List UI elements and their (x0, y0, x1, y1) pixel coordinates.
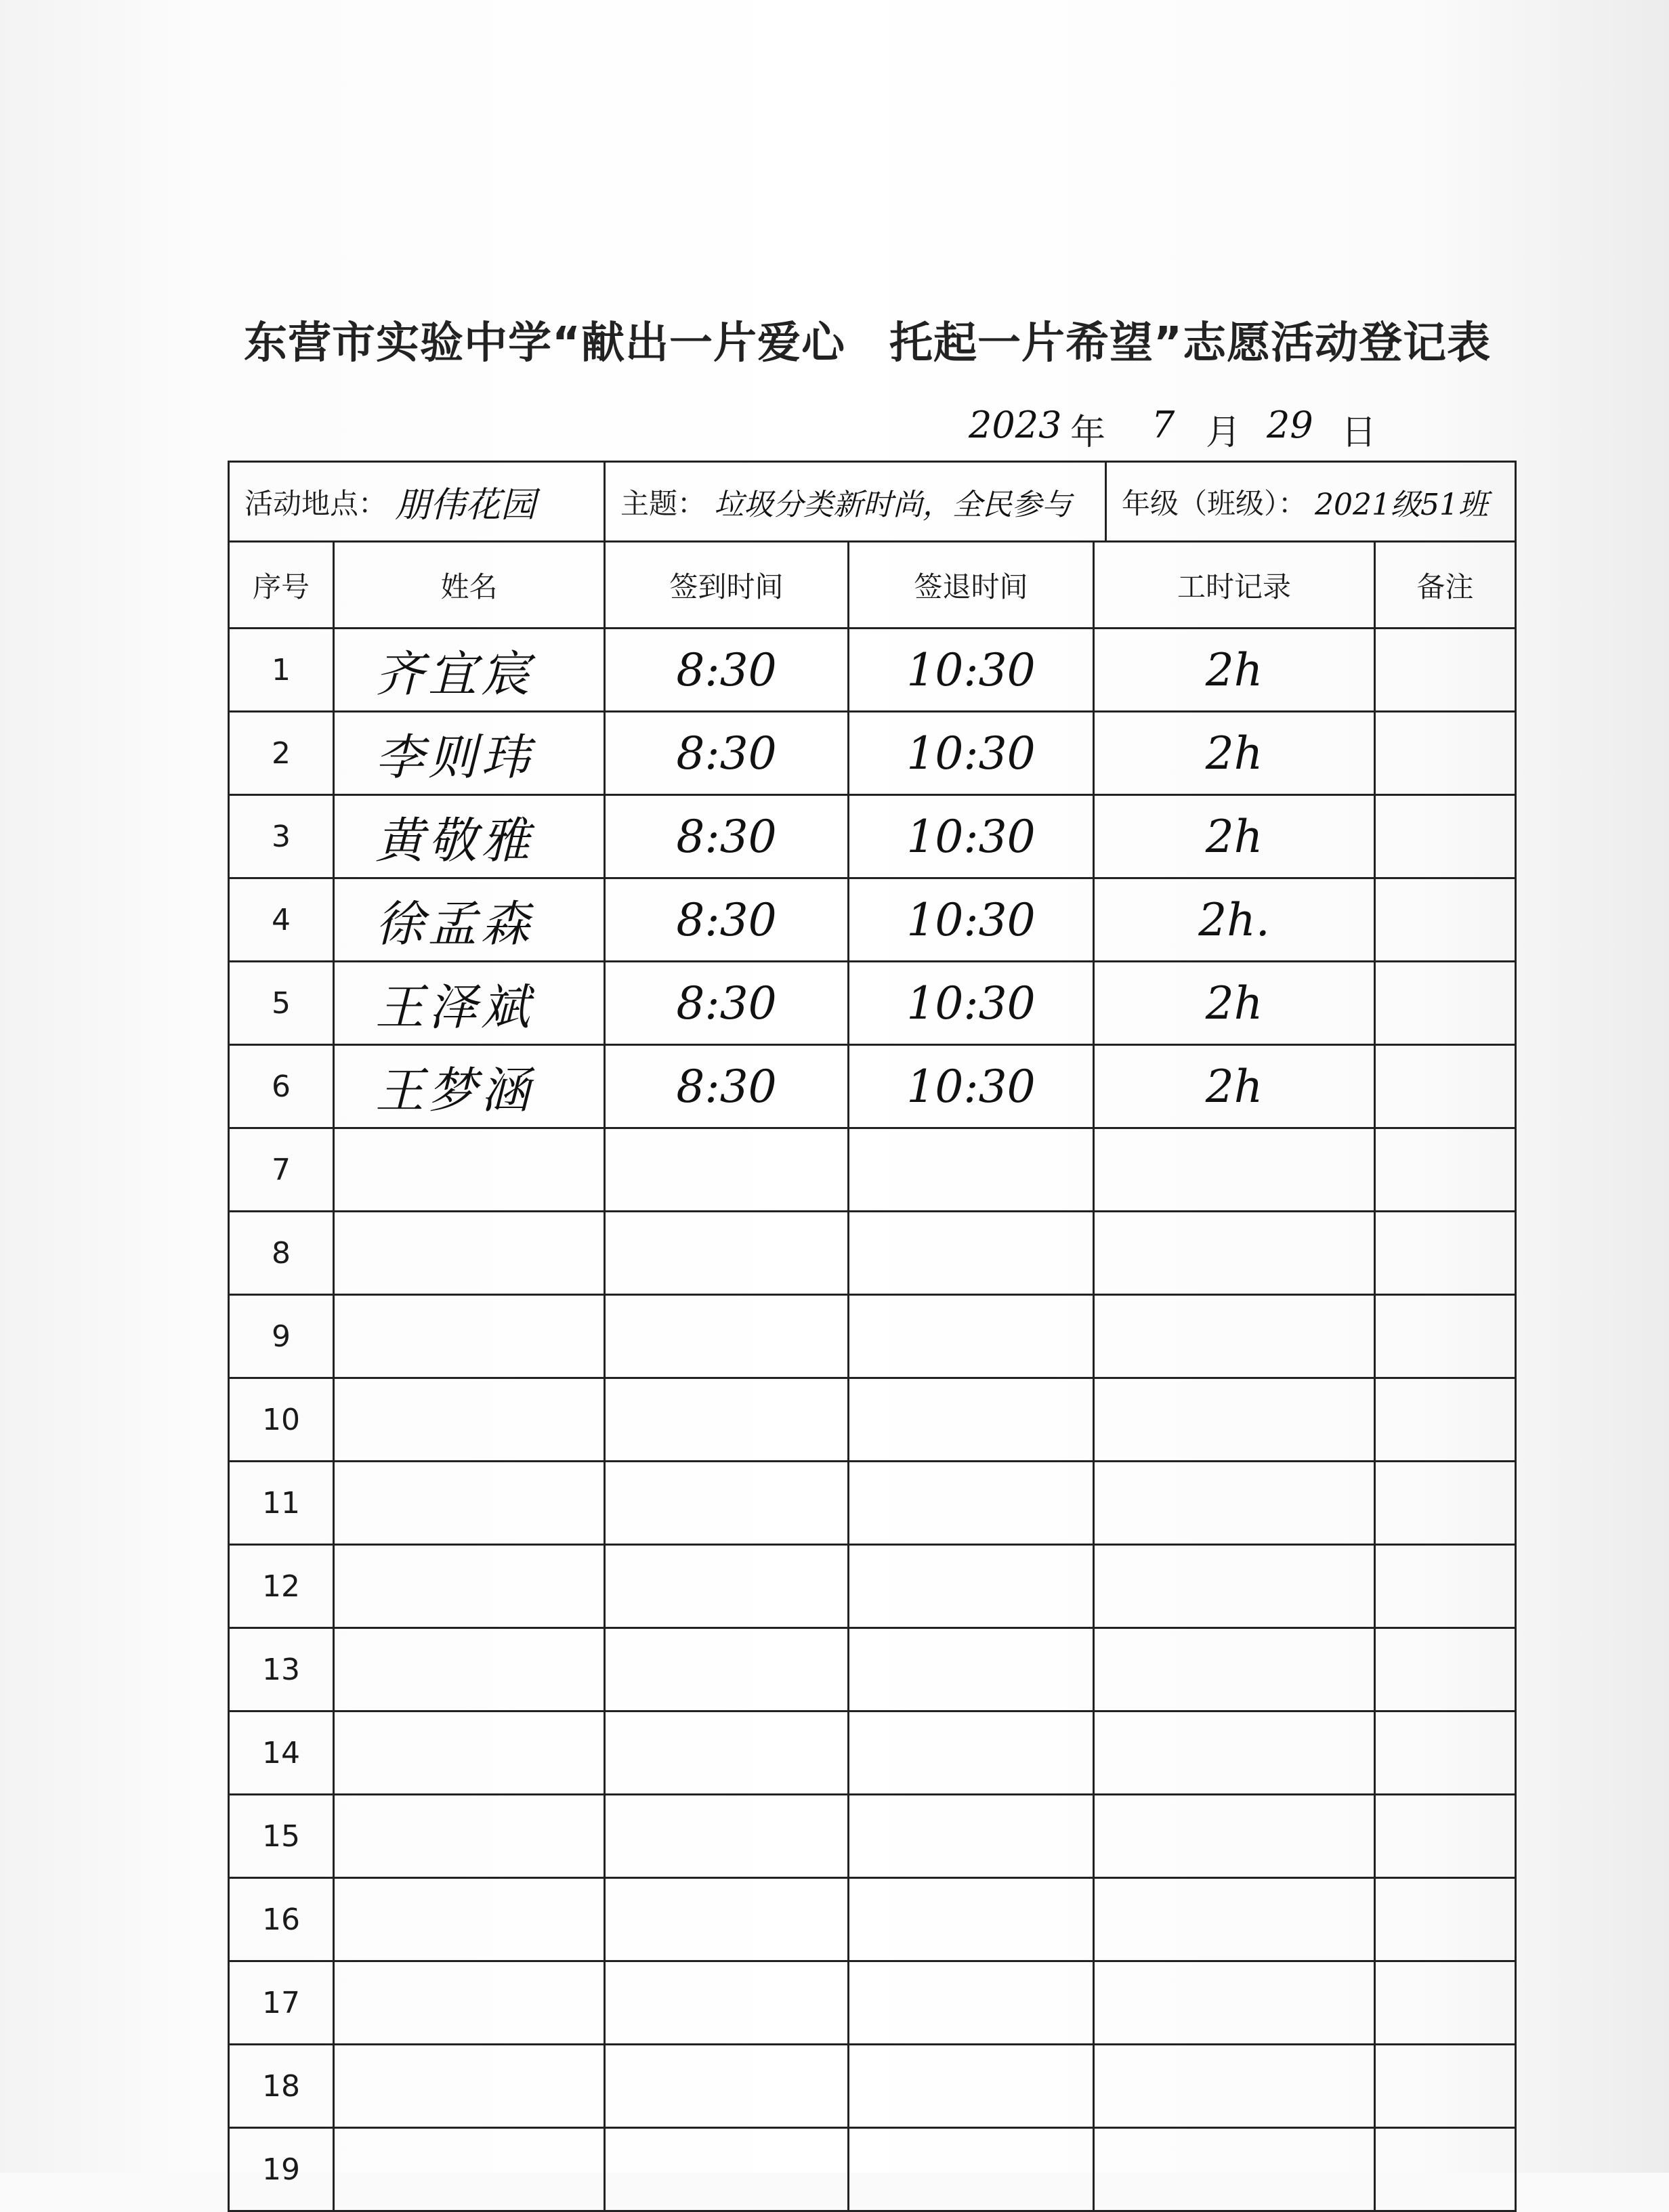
row-hours (1095, 2129, 1376, 2210)
row-name: 黄敬雅 (335, 796, 606, 877)
row-name: 王泽斌 (335, 962, 606, 1044)
row-sign-out (849, 1296, 1095, 1377)
row-hours (1095, 1962, 1376, 2043)
row-number: 2 (230, 712, 335, 794)
row-sign-in: 8:30 (606, 629, 849, 710)
row-number: 1 (230, 629, 335, 710)
table-row (230, 1129, 1517, 1212)
row-sign-out (849, 1129, 1095, 1210)
table-row (230, 2129, 1517, 2212)
row-number: 9 (230, 1296, 335, 1377)
row-hours: 2h. (1095, 879, 1376, 960)
table-row (230, 712, 1517, 796)
row-note (1376, 712, 1517, 794)
row-sign-out: 10:30 (849, 1046, 1095, 1127)
row-sign-in (606, 1879, 849, 1960)
row-name (335, 1629, 606, 1710)
row-sign-out (849, 2129, 1095, 2210)
row-name (335, 1296, 606, 1377)
row-number: 16 (230, 1879, 335, 1960)
row-note (1376, 879, 1517, 960)
row-sign-in (606, 1795, 849, 1877)
location-value: 朋伟花园 (395, 485, 536, 526)
row-number: 12 (230, 1546, 335, 1627)
row-note (1376, 1379, 1517, 1460)
header-sign-in: 签到时间 (606, 543, 849, 627)
table-row (230, 1462, 1517, 1546)
row-sign-out: 10:30 (849, 712, 1095, 794)
row-name: 王梦涵 (335, 1046, 606, 1127)
row-sign-out: 10:30 (849, 796, 1095, 877)
table-row (230, 1212, 1517, 1296)
row-number: 5 (230, 962, 335, 1044)
row-hours: 2h (1095, 962, 1376, 1044)
date-year-unit: 年 (1070, 412, 1106, 453)
table-row (230, 796, 1517, 879)
row-hours (1095, 2045, 1376, 2127)
date-month-unit: 月 (1206, 412, 1242, 453)
table-row (230, 1712, 1517, 1795)
row-hours (1095, 1129, 1376, 1210)
grade-label: 年级（班级）： (1122, 486, 1307, 520)
header-no: 序号 (230, 543, 335, 627)
row-hours: 2h (1095, 712, 1376, 794)
table-header (230, 543, 1517, 629)
theme-label: 主题： (620, 486, 706, 520)
row-note (1376, 1129, 1517, 1210)
row-number: 7 (230, 1129, 335, 1210)
row-note (1376, 1795, 1517, 1877)
row-name (335, 1712, 606, 1793)
header-name: 姓名 (335, 543, 606, 627)
table-row (230, 962, 1517, 1046)
row-hours (1095, 1629, 1376, 1710)
row-note (1376, 1546, 1517, 1627)
row-name: 李则玮 (335, 712, 606, 794)
row-sign-in (606, 2129, 849, 2210)
row-sign-out (849, 1962, 1095, 2043)
row-hours (1095, 1462, 1376, 1544)
row-sign-in (606, 1296, 849, 1377)
table-body (230, 629, 1517, 2212)
row-hours (1095, 1879, 1376, 1960)
header-hours: 工时记录 (1095, 543, 1376, 627)
table-row (230, 1795, 1517, 1879)
table-row (230, 1046, 1517, 1129)
row-sign-in (606, 1629, 849, 1710)
row-note (1376, 629, 1517, 710)
row-sign-in: 8:30 (606, 879, 849, 960)
table-row (230, 2045, 1517, 2129)
date-month: 7 (1152, 404, 1175, 446)
row-note (1376, 962, 1517, 1044)
date-year: 2023 (969, 404, 1062, 446)
row-sign-out: 10:30 (849, 629, 1095, 710)
table-row (230, 1379, 1517, 1462)
row-sign-out: 10:30 (849, 962, 1095, 1044)
row-note (1376, 1712, 1517, 1793)
row-note (1376, 1296, 1517, 1377)
row-name (335, 1462, 606, 1544)
row-sign-out (849, 1712, 1095, 1793)
row-sign-out: 10:30 (849, 879, 1095, 960)
table-row (230, 1879, 1517, 1962)
row-sign-out (849, 1546, 1095, 1627)
row-number: 15 (230, 1795, 335, 1877)
row-hours (1095, 1712, 1376, 1793)
row-number: 11 (230, 1462, 335, 1544)
row-number: 17 (230, 1962, 335, 2043)
header-note: 备注 (1376, 543, 1517, 627)
row-number: 6 (230, 1046, 335, 1127)
row-sign-in: 8:30 (606, 962, 849, 1044)
row-note (1376, 1462, 1517, 1544)
row-number: 13 (230, 1629, 335, 1710)
table-row (230, 1296, 1517, 1379)
row-hours (1095, 1296, 1376, 1377)
row-number: 4 (230, 879, 335, 960)
row-sign-out (849, 1212, 1095, 1294)
grade-value: 2021级51班 (1315, 487, 1488, 522)
row-note (1376, 1962, 1517, 2043)
row-number: 19 (230, 2129, 335, 2210)
row-hours: 2h (1095, 629, 1376, 710)
row-name (335, 1962, 606, 2043)
row-sign-out (849, 1879, 1095, 1960)
row-sign-in: 8:30 (606, 796, 849, 877)
date-day-unit: 日 (1341, 412, 1377, 453)
row-hours: 2h (1095, 1046, 1376, 1127)
row-name (335, 1212, 606, 1294)
row-sign-in (606, 1546, 849, 1627)
row-name (335, 1546, 606, 1627)
row-hours (1095, 1795, 1376, 1877)
row-sign-in (606, 1212, 849, 1294)
row-sign-in (606, 1712, 849, 1793)
row-note (1376, 796, 1517, 877)
row-note (1376, 1212, 1517, 1294)
form-title: 东营市实验中学“献出一片爱心 托起一片希望”志愿活动登记表 (244, 318, 1492, 368)
row-hours (1095, 1379, 1376, 1460)
table-row (230, 879, 1517, 962)
row-name: 齐宜宸 (335, 629, 606, 710)
row-sign-out (849, 1629, 1095, 1710)
info-row (230, 463, 1517, 543)
table-row (230, 1629, 1517, 1712)
location-label: 活动地点： (245, 486, 387, 520)
row-hours (1095, 1212, 1376, 1294)
row-sign-in (606, 1962, 849, 2043)
row-sign-in (606, 1462, 849, 1544)
row-hours (1095, 1546, 1376, 1627)
row-sign-out (849, 2045, 1095, 2127)
row-note (1376, 2045, 1517, 2127)
row-hours: 2h (1095, 796, 1376, 877)
row-name (335, 1379, 606, 1460)
header-sign-out: 签退时间 (849, 543, 1095, 627)
row-number: 10 (230, 1379, 335, 1460)
row-sign-out (849, 1462, 1095, 1544)
row-name (335, 1879, 606, 1960)
row-note (1376, 2129, 1517, 2210)
grade-cell (1107, 463, 1517, 540)
table-row (230, 629, 1517, 712)
row-sign-out (849, 1795, 1095, 1877)
row-sign-out (849, 1379, 1095, 1460)
row-name (335, 1795, 606, 1877)
row-name (335, 1129, 606, 1210)
row-name (335, 2045, 606, 2127)
row-sign-in: 8:30 (606, 712, 849, 794)
row-name: 徐孟森 (335, 879, 606, 960)
row-number: 8 (230, 1212, 335, 1294)
row-name (335, 2129, 606, 2210)
theme-cell (606, 463, 1107, 540)
table-row (230, 1962, 1517, 2045)
row-sign-in (606, 2045, 849, 2127)
row-note (1376, 1046, 1517, 1127)
form-date (955, 404, 1389, 458)
row-note (1376, 1629, 1517, 1710)
table-row (230, 1546, 1517, 1629)
date-day: 29 (1267, 404, 1313, 446)
theme-value: 垃圾分类新时尚，全民参与 (714, 487, 1072, 522)
row-number: 14 (230, 1712, 335, 1793)
row-sign-in: 8:30 (606, 1046, 849, 1127)
row-number: 18 (230, 2045, 335, 2127)
location-cell (230, 463, 606, 540)
registration-table (228, 461, 1517, 2212)
row-number: 3 (230, 796, 335, 877)
row-note (1376, 1879, 1517, 1960)
row-sign-in (606, 1129, 849, 1210)
row-sign-in (606, 1379, 849, 1460)
